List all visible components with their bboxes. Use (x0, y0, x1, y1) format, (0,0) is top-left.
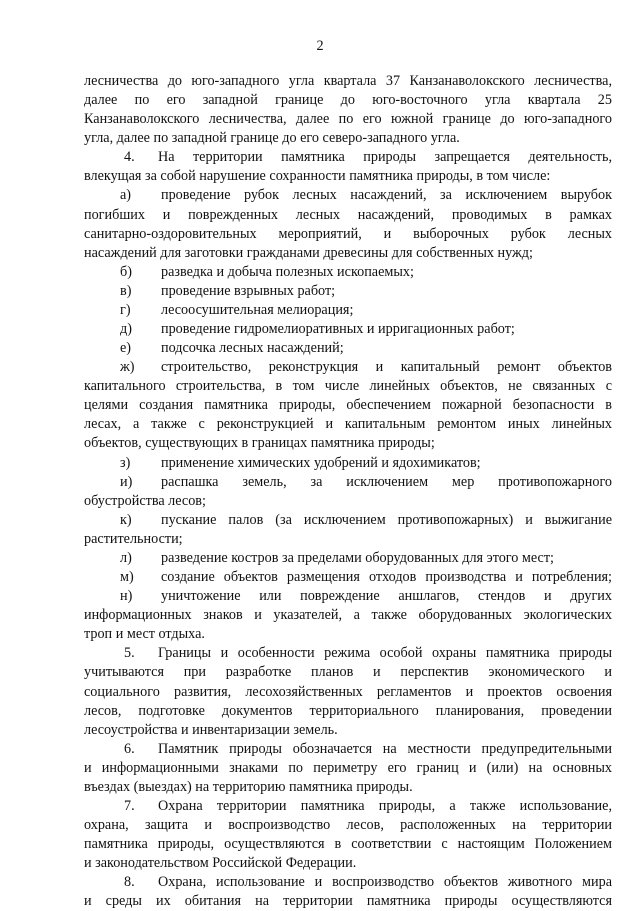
line-text: лесов, подготовке документов территориального планирования, проведении (84, 702, 612, 719)
text-line (84, 854, 612, 873)
list-marker: м) (120, 569, 134, 586)
line-text: обустройства лесов; (84, 492, 206, 509)
line-text: разведка и добыча полезных ископаемых; (161, 263, 414, 280)
line-text: памятника природы, осуществляются в соответствии с настоящим Положением (84, 836, 612, 853)
line-text: разведение костров за пределами оборудованных для этого мест; (161, 549, 554, 566)
line-text: капитального строительства, в том числе линейных объектов, не связанных с (84, 378, 612, 395)
text-line (84, 797, 612, 816)
line-text: проведение рубок лесных насаждений, за исключением вырубок (161, 187, 612, 204)
page-number: 2 (316, 38, 324, 54)
text-line (84, 721, 612, 740)
text-line (84, 282, 612, 301)
list-marker: б) (120, 263, 132, 280)
list-marker: к) (120, 511, 132, 528)
text-line (84, 625, 612, 644)
text-line (84, 816, 612, 835)
text-line (84, 72, 612, 91)
clause-number: 5. (124, 645, 135, 662)
line-text: и информационными знаками по периметру его границ и (или) на основных (84, 759, 612, 776)
line-text: На территории памятника природы запрещается деятельность, (158, 149, 612, 166)
line-text: объектов, существующих в границах памятника природы; (84, 435, 435, 452)
text-line (84, 473, 612, 492)
text-line (84, 320, 612, 339)
text-line (84, 702, 612, 721)
line-text: целями создания памятника природы, обеспечением пожарной безопасности в (84, 397, 612, 414)
text-line (84, 454, 612, 473)
line-text: Канзанаволокского лесничества, далее по его южной границе до юго-западного (84, 111, 612, 128)
list-marker: д) (120, 321, 132, 338)
line-text: проведение гидромелиоративных и ирригационных работ; (161, 321, 515, 338)
line-text: лесах, а также с реконструкцией и капитальным ремонтом иных линейных (84, 416, 612, 433)
line-text: учитываются при разработке планов и перспектив экономического и (84, 664, 612, 681)
text-line (84, 759, 612, 778)
line-text: Памятник природы обозначается на местности предупредительными (158, 740, 612, 757)
text-line (84, 778, 612, 797)
text-line (84, 606, 612, 625)
list-marker: л) (120, 549, 132, 566)
line-text: угла, далее по западной границе до его северо-западного угла. (84, 130, 460, 147)
text-line (84, 301, 612, 320)
text-line (84, 244, 612, 263)
line-text: строительство, реконструкция и капитальный ремонт объектов (161, 359, 612, 376)
text-line (84, 167, 612, 186)
line-text: проведение взрывных работ; (161, 282, 336, 299)
clause-number: 6. (124, 740, 135, 757)
text-line (84, 225, 612, 244)
text-line (84, 683, 612, 702)
line-text: охрана, защита и воспроизводство лесов, расположенных на территории (84, 817, 612, 834)
text-line (84, 530, 612, 549)
line-text: насаждений для заготовки гражданами древесины для собственных нужд; (84, 244, 533, 261)
line-text: Границы и особенности режима особой охраны памятника природы (158, 645, 612, 662)
text-line (84, 740, 612, 759)
text-line (84, 835, 612, 854)
line-text: влекущая за собой нарушение сохранности памятника природы, в том числе: (84, 168, 551, 185)
text-line (84, 892, 612, 911)
line-text: пускание палов (за исключением противопожарных) и выжигание (161, 511, 612, 528)
text-line (84, 587, 612, 606)
text-line (84, 377, 612, 396)
list-marker: е) (120, 340, 132, 357)
line-text: Охрана, использование и воспроизводство объектов животного мира (158, 874, 612, 891)
list-marker: г) (120, 301, 131, 318)
text-line (84, 549, 612, 568)
text-line (84, 568, 612, 587)
line-text: лесничества до юго-западного угла квартала 37 Канзанаволокского лесничества, (84, 73, 612, 89)
text-line (84, 511, 612, 530)
text-line (84, 148, 612, 167)
line-text: Охрана территории памятника природы, а также использование, (158, 797, 612, 814)
clause-number: 8. (124, 874, 135, 891)
line-text: лесоосушительная мелиорация; (161, 301, 354, 318)
clause-number: 7. (124, 797, 135, 814)
line-text: распашка земель, за исключением мер противопожарного (161, 473, 612, 490)
text-line (84, 91, 612, 110)
line-text: и законодательством Российской Федерации. (84, 855, 357, 872)
line-text: и среды их обитания на территории памятника природы осуществляются (84, 893, 612, 910)
line-text: создание объектов размещения отходов производства и потребления; (161, 569, 612, 586)
line-text: информационных знаков и указателей, а также оборудованных экологических (84, 607, 612, 624)
text-line (84, 339, 612, 358)
line-text: растительности; (84, 530, 183, 547)
text-line (84, 415, 612, 434)
list-marker: в) (120, 282, 132, 299)
text-line (84, 663, 612, 682)
text-line (84, 644, 612, 663)
document-body (84, 72, 612, 911)
text-line (84, 396, 612, 415)
text-line (84, 434, 612, 453)
line-text: лесоустройства и инвентаризации земель. (84, 721, 338, 738)
clause-number: 4. (124, 149, 135, 166)
line-text: санитарно-оздоровительных мероприятий, и выборочных рубок лесных (84, 225, 612, 242)
list-marker: ж) (120, 359, 135, 376)
line-text: социального развития, лесохозяйственных регламентов и проектов освоения (84, 683, 612, 700)
text-line (84, 206, 612, 225)
list-marker: н) (120, 588, 133, 605)
list-marker: з) (120, 454, 131, 471)
text-line (84, 110, 612, 129)
line-text: уничтожение или повреждение аншлагов, стендов и других (161, 588, 612, 605)
text-line (84, 186, 612, 205)
text-line (84, 263, 612, 282)
list-marker: и) (120, 473, 133, 490)
line-text: въездах (выездах) на территорию памятника природы. (84, 778, 413, 795)
line-text: троп и мест отдыха. (84, 626, 205, 643)
text-line (84, 492, 612, 511)
line-text: погибших и поврежденных лесных насаждений, проводимых в рамках (84, 206, 612, 223)
line-text: подсочка лесных насаждений; (161, 340, 344, 357)
text-line (84, 129, 612, 148)
text-line (84, 358, 612, 377)
text-line (84, 873, 612, 892)
line-text: применение химических удобрений и ядохимикатов; (161, 454, 481, 471)
line-text: далее по его западной границе до юго-восточного угла квартала 25 (84, 92, 612, 109)
list-marker: а) (120, 187, 132, 204)
